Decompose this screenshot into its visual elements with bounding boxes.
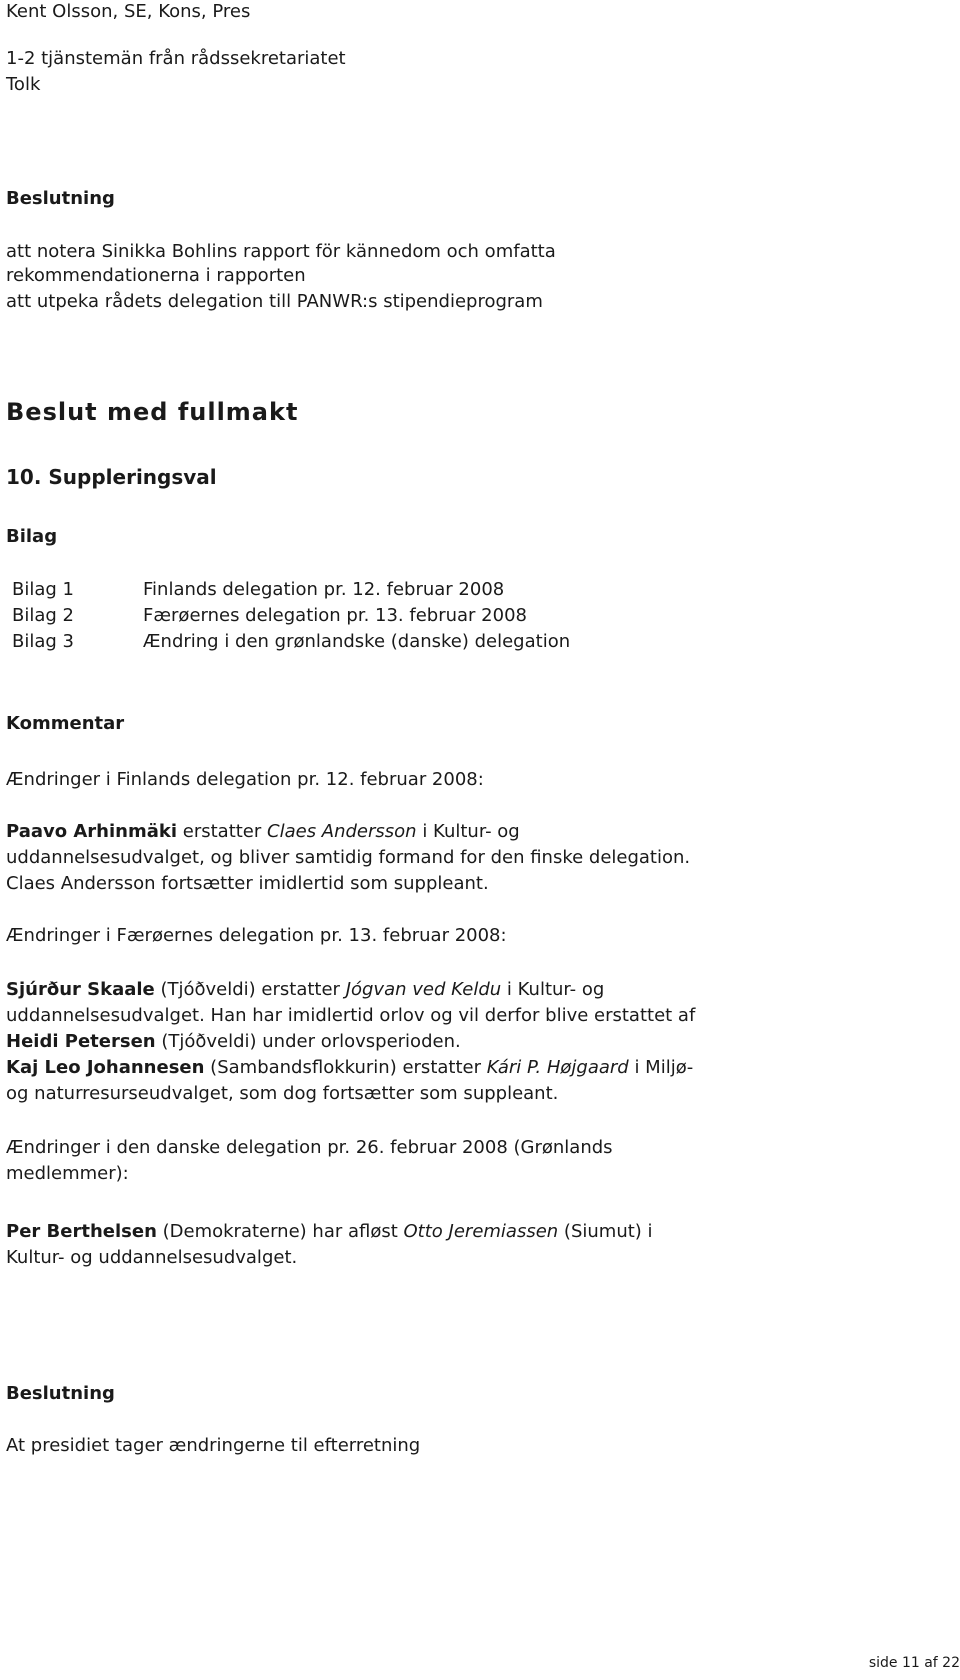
faroe-paragraph-line-2: uddannelsesudvalget. Han har imidlertid orlov og vil derfor blive erstattet af — [6, 1005, 696, 1026]
faroe-intro: Ændringer i Færøernes delegation pr. 13. februar 2008: — [6, 925, 507, 946]
faroe-paragraph-line-1 — [6, 978, 604, 1002]
person-name: Kári P. Højgaard — [486, 1057, 629, 1078]
decision-line-3: att utpeka rådets delegation till PANWR:s stipendieprogram — [6, 291, 543, 312]
person-name: Kaj Leo Johannesen — [6, 1057, 205, 1078]
denmark-paragraph-line-1 — [6, 1220, 653, 1244]
person-name: Paavo Arhinmäki — [6, 821, 178, 842]
decision-line-1: att notera Sinikka Bohlins rapport för kännedom och omfatta — [6, 241, 556, 262]
person-name: Sjúrður Skaale — [6, 979, 155, 1000]
text-fragment: (Demokraterne) har afløst — [156, 1221, 404, 1242]
denmark-intro-line-1: Ændringer i den danske delegation pr. 26. februar 2008 (Grønlands — [6, 1137, 613, 1158]
item-title: 10. Suppleringsval — [6, 465, 217, 489]
decision-heading-2: Beslutning — [6, 1383, 115, 1404]
text-fragment: erstatter — [177, 821, 268, 842]
finland-paragraph-line-1 — [6, 820, 520, 844]
person-name: Per Berthelsen — [6, 1221, 157, 1242]
decision-heading: Beslutning — [6, 188, 115, 209]
person-name: Otto Jeremiassen — [403, 1221, 559, 1242]
person-name: Jógvan ved Keldu — [345, 979, 502, 1000]
finland-intro: Ændringer i Finlands delegation pr. 12. februar 2008: — [6, 769, 484, 790]
text-fragment: (Sambandsflokkurin) erstatter — [204, 1057, 487, 1078]
bilag-heading: Bilag — [6, 526, 58, 547]
bilag-label: Bilag 2 — [12, 605, 74, 626]
attendee-line-1: Kent Olsson, SE, Kons, Pres — [6, 1, 251, 22]
bilag-text: Finlands delegation pr. 12. februar 2008 — [143, 579, 505, 600]
decision-text-2: At presidiet tager ændringerne til efterretning — [6, 1435, 421, 1456]
faroe-paragraph-line-4 — [6, 1056, 693, 1080]
faroe-paragraph-line-5: og naturresurseudvalget, som dog fortsætter som suppleant. — [6, 1083, 559, 1104]
text-fragment: i Kultur- og — [501, 979, 605, 1000]
page-number: side 11 af 22 — [868, 1655, 960, 1671]
text-fragment: (Tjóðveldi) under orlovsperioden. — [155, 1031, 461, 1052]
text-fragment: (Tjóðveldi) erstatter — [154, 979, 346, 1000]
denmark-intro-line-2: medlemmer): — [6, 1163, 129, 1184]
finland-paragraph-line-2: uddannelsesudvalget, og bliver samtidig formand for den finske delegation. — [6, 847, 691, 868]
finland-paragraph-line-3: Claes Andersson fortsætter imidlertid som suppleant. — [6, 873, 489, 894]
person-name: Heidi Petersen — [6, 1031, 156, 1052]
bilag-label: Bilag 1 — [12, 579, 74, 600]
decision-line-2: rekommendationerna i rapporten — [6, 265, 306, 286]
bilag-label: Bilag 3 — [12, 631, 74, 652]
bilag-text: Færøernes delegation pr. 13. februar 2008 — [143, 605, 527, 626]
comment-heading: Kommentar — [6, 713, 125, 734]
text-fragment: i Miljø- — [628, 1057, 694, 1078]
section-heading: Beslut med fullmakt — [6, 398, 299, 426]
faroe-paragraph-line-3 — [6, 1030, 461, 1054]
denmark-paragraph-line-2: Kultur- og uddannelsesudvalget. — [6, 1247, 298, 1268]
bilag-text: Ændring i den grønlandske (danske) delegation — [143, 631, 571, 652]
person-name: Claes Andersson — [267, 821, 417, 842]
text-fragment: (Siumut) i — [558, 1221, 653, 1242]
attendee-line-2: 1-2 tjänstemän från rådssekretariatet — [6, 48, 346, 69]
attendee-line-3: Tolk — [6, 74, 41, 95]
text-fragment: i Kultur- og — [416, 821, 520, 842]
